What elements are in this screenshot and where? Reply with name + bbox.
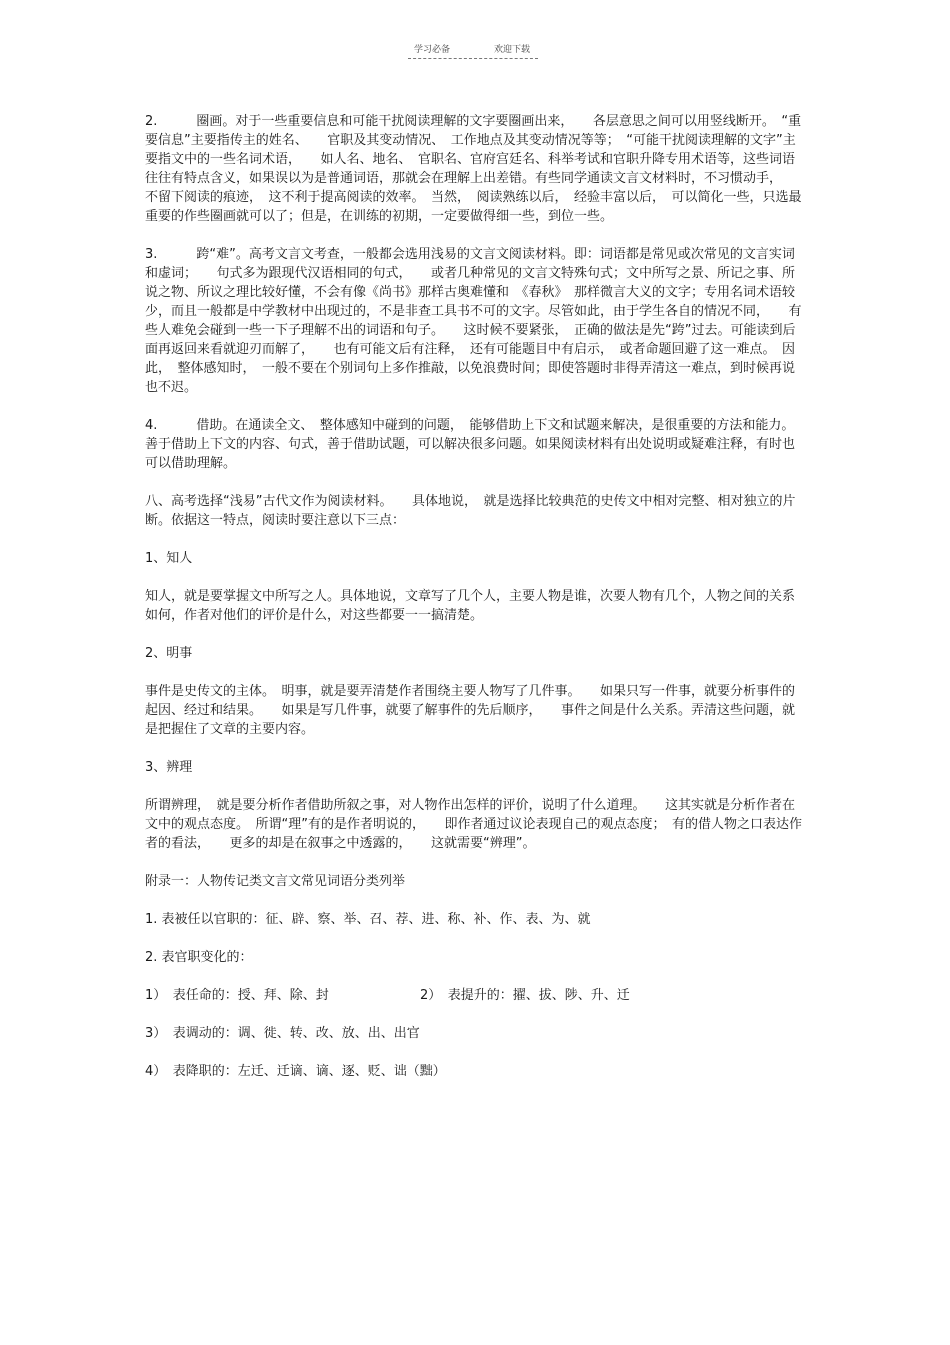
document-body <box>145 112 805 1100</box>
paragraph-circle-marking: 2. 圈画。对于一些重要信息和可能干扰阅读理解的文字要圈画出来， 各层意思之间可以用竖线断开。 “重要信息”主要指传主的姓名、 官职及其变动情况、 工作地点及其变动情况等等； “可能干扰阅读理解的文字”主要指文中的一些名词术语， 如人名、地名、 官职名、官府宫廷名、科举考试和官职升降专用术语等，这些词语往往有特点含义，如果误以为是普通词语，那就会在理解上出差错。有些同学通读文言文材料时，不习惯动手， 不留下阅读的痕迹， 这不利于提高阅读的效率。 当然， 阅读熟练以后， 经验丰富以后， 可以简化一些，只选最重要的作些圈画就可以了；但是，在训练的初期，一定要做得细一些，到位一些。 <box>145 114 802 224</box>
header-right-text: 欢迎下载 <box>494 45 531 55</box>
paragraph-discern-reason: 所谓辨理， 就是要分析作者借助所叙之事，对人物作出怎样的评价，说明了什么道理。 这其实就是分析作者在文中的观点态度。 所谓“理”有的是作者明说的， 即作者通过议论表现自己的观点态度； 有的借人物之口表达作者的看法， 更多的却是在叙事之中透露的， 这就需要“辨理”。 <box>145 798 802 851</box>
appendix-item-1: 1. 表被任以官职的：征、辟、察、举、召、荐、进、称、补、作、表、为、就 <box>145 912 591 927</box>
page-header <box>408 40 538 59</box>
subheading-discern-reason: 3、辨理 <box>145 760 193 775</box>
subheading-know-people: 1、知人 <box>145 551 193 566</box>
paragraph-know-people: 知人，就是要掌握文中所写之人。具体地说，文章写了几个人，主要人物是谁，次要人物有几个，人物之间的关系如何，作者对他们的评价是什么，对这些都要一一搞清楚。 <box>145 589 796 623</box>
paragraph-use-context: 4. 借助。在通读全文、 整体感知中碰到的问题， 能够借助上下文和试题来解决，是很重要的方法和能力。善于借助上下文的内容、句式，善于借助试题，可以解决很多问题。如果阅读材料有出处说明或疑难注释，有时也可以借助理解。 <box>145 418 796 471</box>
section-heading-eight: 八、高考选择“浅易”古代文作为阅读材料。 具体地说， 就是选择比较典范的史传文中相对完整、相对独立的片断。依据这一特点，阅读时要注意以下三点： <box>145 494 796 528</box>
list-item-transfer: 3） 表调动的：调、徙、转、改、放、出、出官 <box>145 1026 420 1041</box>
appendix-title: 附录一：人物传记类文言文常见词语分类列举 <box>145 874 406 889</box>
appendix-item-2: 2. 表官职变化的： <box>145 950 253 965</box>
paragraph-clarify-events: 事件是史传文的主体。 明事，就是要弄清楚作者围绕主要人物写了几件事。 如果只写一件事，就要分析事件的起因、经过和结果。 如果是写几件事，就要了解事件的先后顺序， 事件之间是什么关系。弄清这些问题，就是把握住了文章的主要内容。 <box>145 684 796 737</box>
header-left-text: 学习必备 <box>414 45 451 55</box>
list-item-demote: 4） 表降职的：左迁、迁谪、谪、逐、贬、诎（黜） <box>145 1064 446 1079</box>
subheading-clarify-events: 2、明事 <box>145 646 193 661</box>
paragraph-skip-difficulty: 3. 跨“难”。高考文言文考查，一般都会选用浅易的文言文阅读材料。即：词语都是常见或次常见的文言实词和虚词； 句式多为跟现代汉语相同的句式， 或者几种常见的文言文特殊句式；文中所写之景、所记之事、所说之物、所议之理比较好懂，不会有像《尚书》那样古奥难懂和 《春秋》 那样微言大义的文字；专用名词术语较少，而且一般都是中学教材中出现过的，不是非查工具书不可的文字。尽管如此，由于学生各自的情况不同， 有些人难免会碰到一些一下子理解不出的词语和句子。 这时候不要紧张， 正确的做法是先“跨”过去。可能读到后面再返回来看就迎刃而解了， 也有可能文后有注释， 还有可能题目中有启示， 或者命题回避了这一难点。 因此， 整体感知时， 一般不要在个别词句上多作推敲，以免浪费时间；即使答题时非得弄清这一难点，到时候再说也不迟。 <box>145 247 802 395</box>
list-item-appoint: 1） 表任命的：授、拜、除、封 <box>145 988 329 1003</box>
list-item-promote: 2） 表提升的：擢、拔、陟、升、迁 <box>420 988 630 1003</box>
list-row-1 <box>145 986 805 1005</box>
